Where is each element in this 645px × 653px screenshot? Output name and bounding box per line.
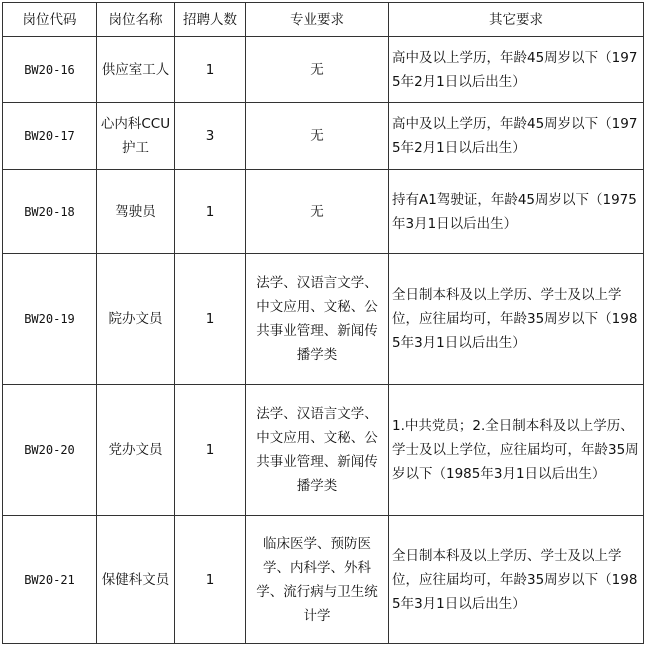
headcount-cell: 1 <box>175 170 246 254</box>
position-code-cell: BW20-16 <box>3 37 97 103</box>
position-name-cell: 供应室工人 <box>97 37 175 103</box>
major-requirement-cell: 法学、汉语言文学、中文应用、文秘、公共事业管理、新闻传播学类 <box>246 385 389 516</box>
table-row <box>3 37 644 103</box>
position-code-cell: BW20-21 <box>3 516 97 644</box>
table-row <box>3 385 644 516</box>
header-position-code: 岗位代码 <box>3 3 97 37</box>
other-requirement-cell: 高中及以上学历，年龄45周岁以下（1975年2月1日以后出生） <box>389 103 644 170</box>
table-row <box>3 254 644 385</box>
table-row <box>3 516 644 644</box>
table-header-row <box>3 3 644 37</box>
position-code-cell: BW20-20 <box>3 385 97 516</box>
header-headcount: 招聘人数 <box>175 3 246 37</box>
headcount-cell: 1 <box>175 37 246 103</box>
header-major-requirement: 专业要求 <box>246 3 389 37</box>
major-requirement-cell: 法学、汉语言文学、中文应用、文秘、公共事业管理、新闻传播学类 <box>246 254 389 385</box>
other-requirement-cell: 1.中共党员；2.全日制本科及以上学历、学士及以上学位，应往届均可，年龄35周岁以下（1985年3月1日以后出生） <box>389 385 644 516</box>
header-other-requirement: 其它要求 <box>389 3 644 37</box>
position-code-cell: BW20-17 <box>3 103 97 170</box>
headcount-cell: 1 <box>175 385 246 516</box>
major-requirement-cell: 无 <box>246 103 389 170</box>
table-row <box>3 170 644 254</box>
position-name-cell: 心内科CCU护工 <box>97 103 175 170</box>
other-requirement-cell: 持有A1驾驶证，年龄45周岁以下（1975年3月1日以后出生） <box>389 170 644 254</box>
headcount-cell: 3 <box>175 103 246 170</box>
major-requirement-cell: 临床医学、预防医学、内科学、外科学、流行病与卫生统计学 <box>246 516 389 644</box>
recruitment-table <box>2 2 644 644</box>
position-name-cell: 院办文员 <box>97 254 175 385</box>
header-position-name: 岗位名称 <box>97 3 175 37</box>
position-name-cell: 党办文员 <box>97 385 175 516</box>
other-requirement-cell: 高中及以上学历，年龄45周岁以下（1975年2月1日以后出生） <box>389 37 644 103</box>
headcount-cell: 1 <box>175 254 246 385</box>
major-requirement-cell: 无 <box>246 37 389 103</box>
other-requirement-cell: 全日制本科及以上学历、学士及以上学位，应往届均可，年龄35周岁以下（1985年3月1日以后出生） <box>389 516 644 644</box>
position-name-cell: 驾驶员 <box>97 170 175 254</box>
table-row <box>3 103 644 170</box>
other-requirement-cell: 全日制本科及以上学历、学士及以上学位，应往届均可，年龄35周岁以下（1985年3月1日以后出生） <box>389 254 644 385</box>
position-code-cell: BW20-19 <box>3 254 97 385</box>
major-requirement-cell: 无 <box>246 170 389 254</box>
headcount-cell: 1 <box>175 516 246 644</box>
position-name-cell: 保健科文员 <box>97 516 175 644</box>
position-code-cell: BW20-18 <box>3 170 97 254</box>
